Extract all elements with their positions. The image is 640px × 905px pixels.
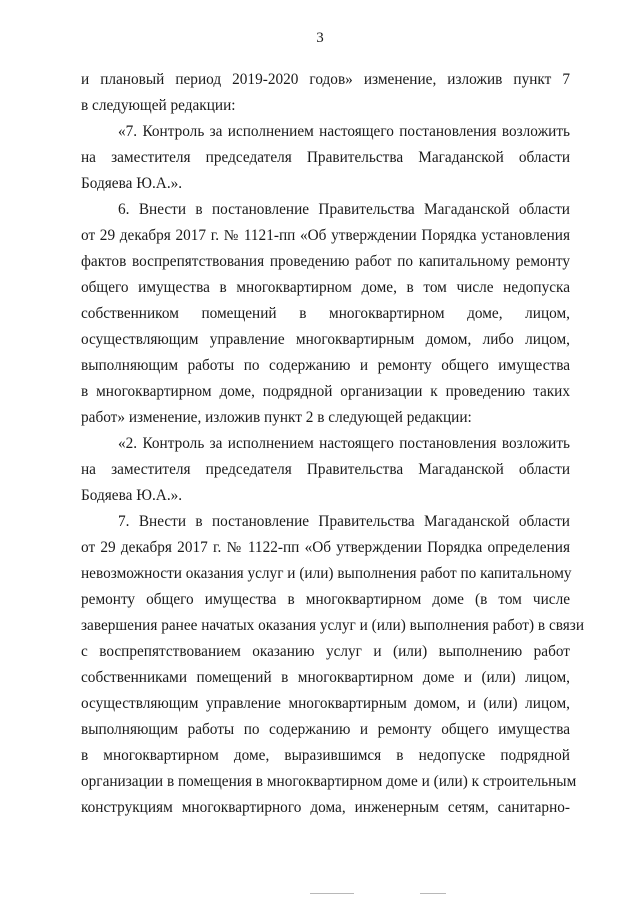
text-line: и плановый период 2019-2020 годов» изменение, изложив пункт 7 — [81, 71, 570, 88]
text-line: в многоквартирном доме, выразившимся в недопуске подрядной — [81, 747, 570, 764]
text-line: от 29 декабря 2017 г. № 1122-пп «Об утверждении Порядка определения — [81, 539, 570, 556]
text-line: организации в помещения в многоквартирном доме и (или) к строительным — [81, 773, 577, 790]
scan-mark — [420, 893, 446, 894]
text-line: «2. Контроль за исполнением настоящего постановления возложить — [118, 435, 570, 452]
text-line: общего имущества в многоквартирном доме, в том числе недопуска — [81, 279, 570, 296]
text-line: от 29 декабря 2017 г. № 1121-пп «Об утверждении Порядка установления — [81, 227, 570, 244]
text-line: Бодяева Ю.А.». — [81, 487, 183, 504]
text-line: осуществляющим управление многоквартирным домом, и (или) лицом, — [81, 695, 570, 712]
text-line: работ» изменение, изложив пункт 2 в следующей редакции: — [81, 409, 472, 426]
text-line: 6. Внести в постановление Правительства Магаданской области — [118, 201, 570, 218]
text-line: собственниками помещений в многоквартирном доме и (или) лицом, — [81, 669, 570, 686]
text-line: собственником помещений в многоквартирном доме, лицом, — [81, 305, 570, 322]
text-line: 7. Внести в постановление Правительства Магаданской области — [118, 513, 570, 530]
text-line: с воспрепятствованием оказанию услуг и (или) выполнению работ — [81, 643, 570, 660]
text-line: конструкциям многоквартирного дома, инженерным сетям, санитарно- — [81, 799, 570, 816]
text-line: завершения ранее начатых оказания услуг и (или) выполнения работ) в связи — [81, 617, 585, 634]
text-line: выполняющим работы по содержанию и ремонту общего имущества — [81, 721, 570, 738]
scan-mark — [310, 893, 354, 894]
text-line: невозможности оказания услуг и (или) выполнения работ по капитальному — [81, 565, 572, 582]
text-line: в следующей редакции: — [81, 97, 236, 114]
text-line: фактов воспрепятствования проведению работ по капитальному ремонту — [81, 253, 570, 270]
text-line: Бодяева Ю.А.». — [81, 175, 183, 192]
text-line: «7. Контроль за исполнением настоящего постановления возложить — [118, 123, 570, 140]
text-line: на заместителя председателя Правительства Магаданской области — [81, 149, 570, 166]
text-line: осуществляющим управление многоквартирным домом, либо лицом, — [81, 331, 570, 348]
text-line: в многоквартирном доме, подрядной организации к проведению таких — [81, 383, 570, 400]
text-line: ремонту общего имущества в многоквартирном доме (в том числе — [81, 591, 570, 608]
page-number: 3 — [316, 30, 324, 46]
text-line: выполняющим работы по содержанию и ремонту общего имущества — [81, 357, 570, 374]
text-line: на заместителя председателя Правительства Магаданской области — [81, 461, 570, 478]
